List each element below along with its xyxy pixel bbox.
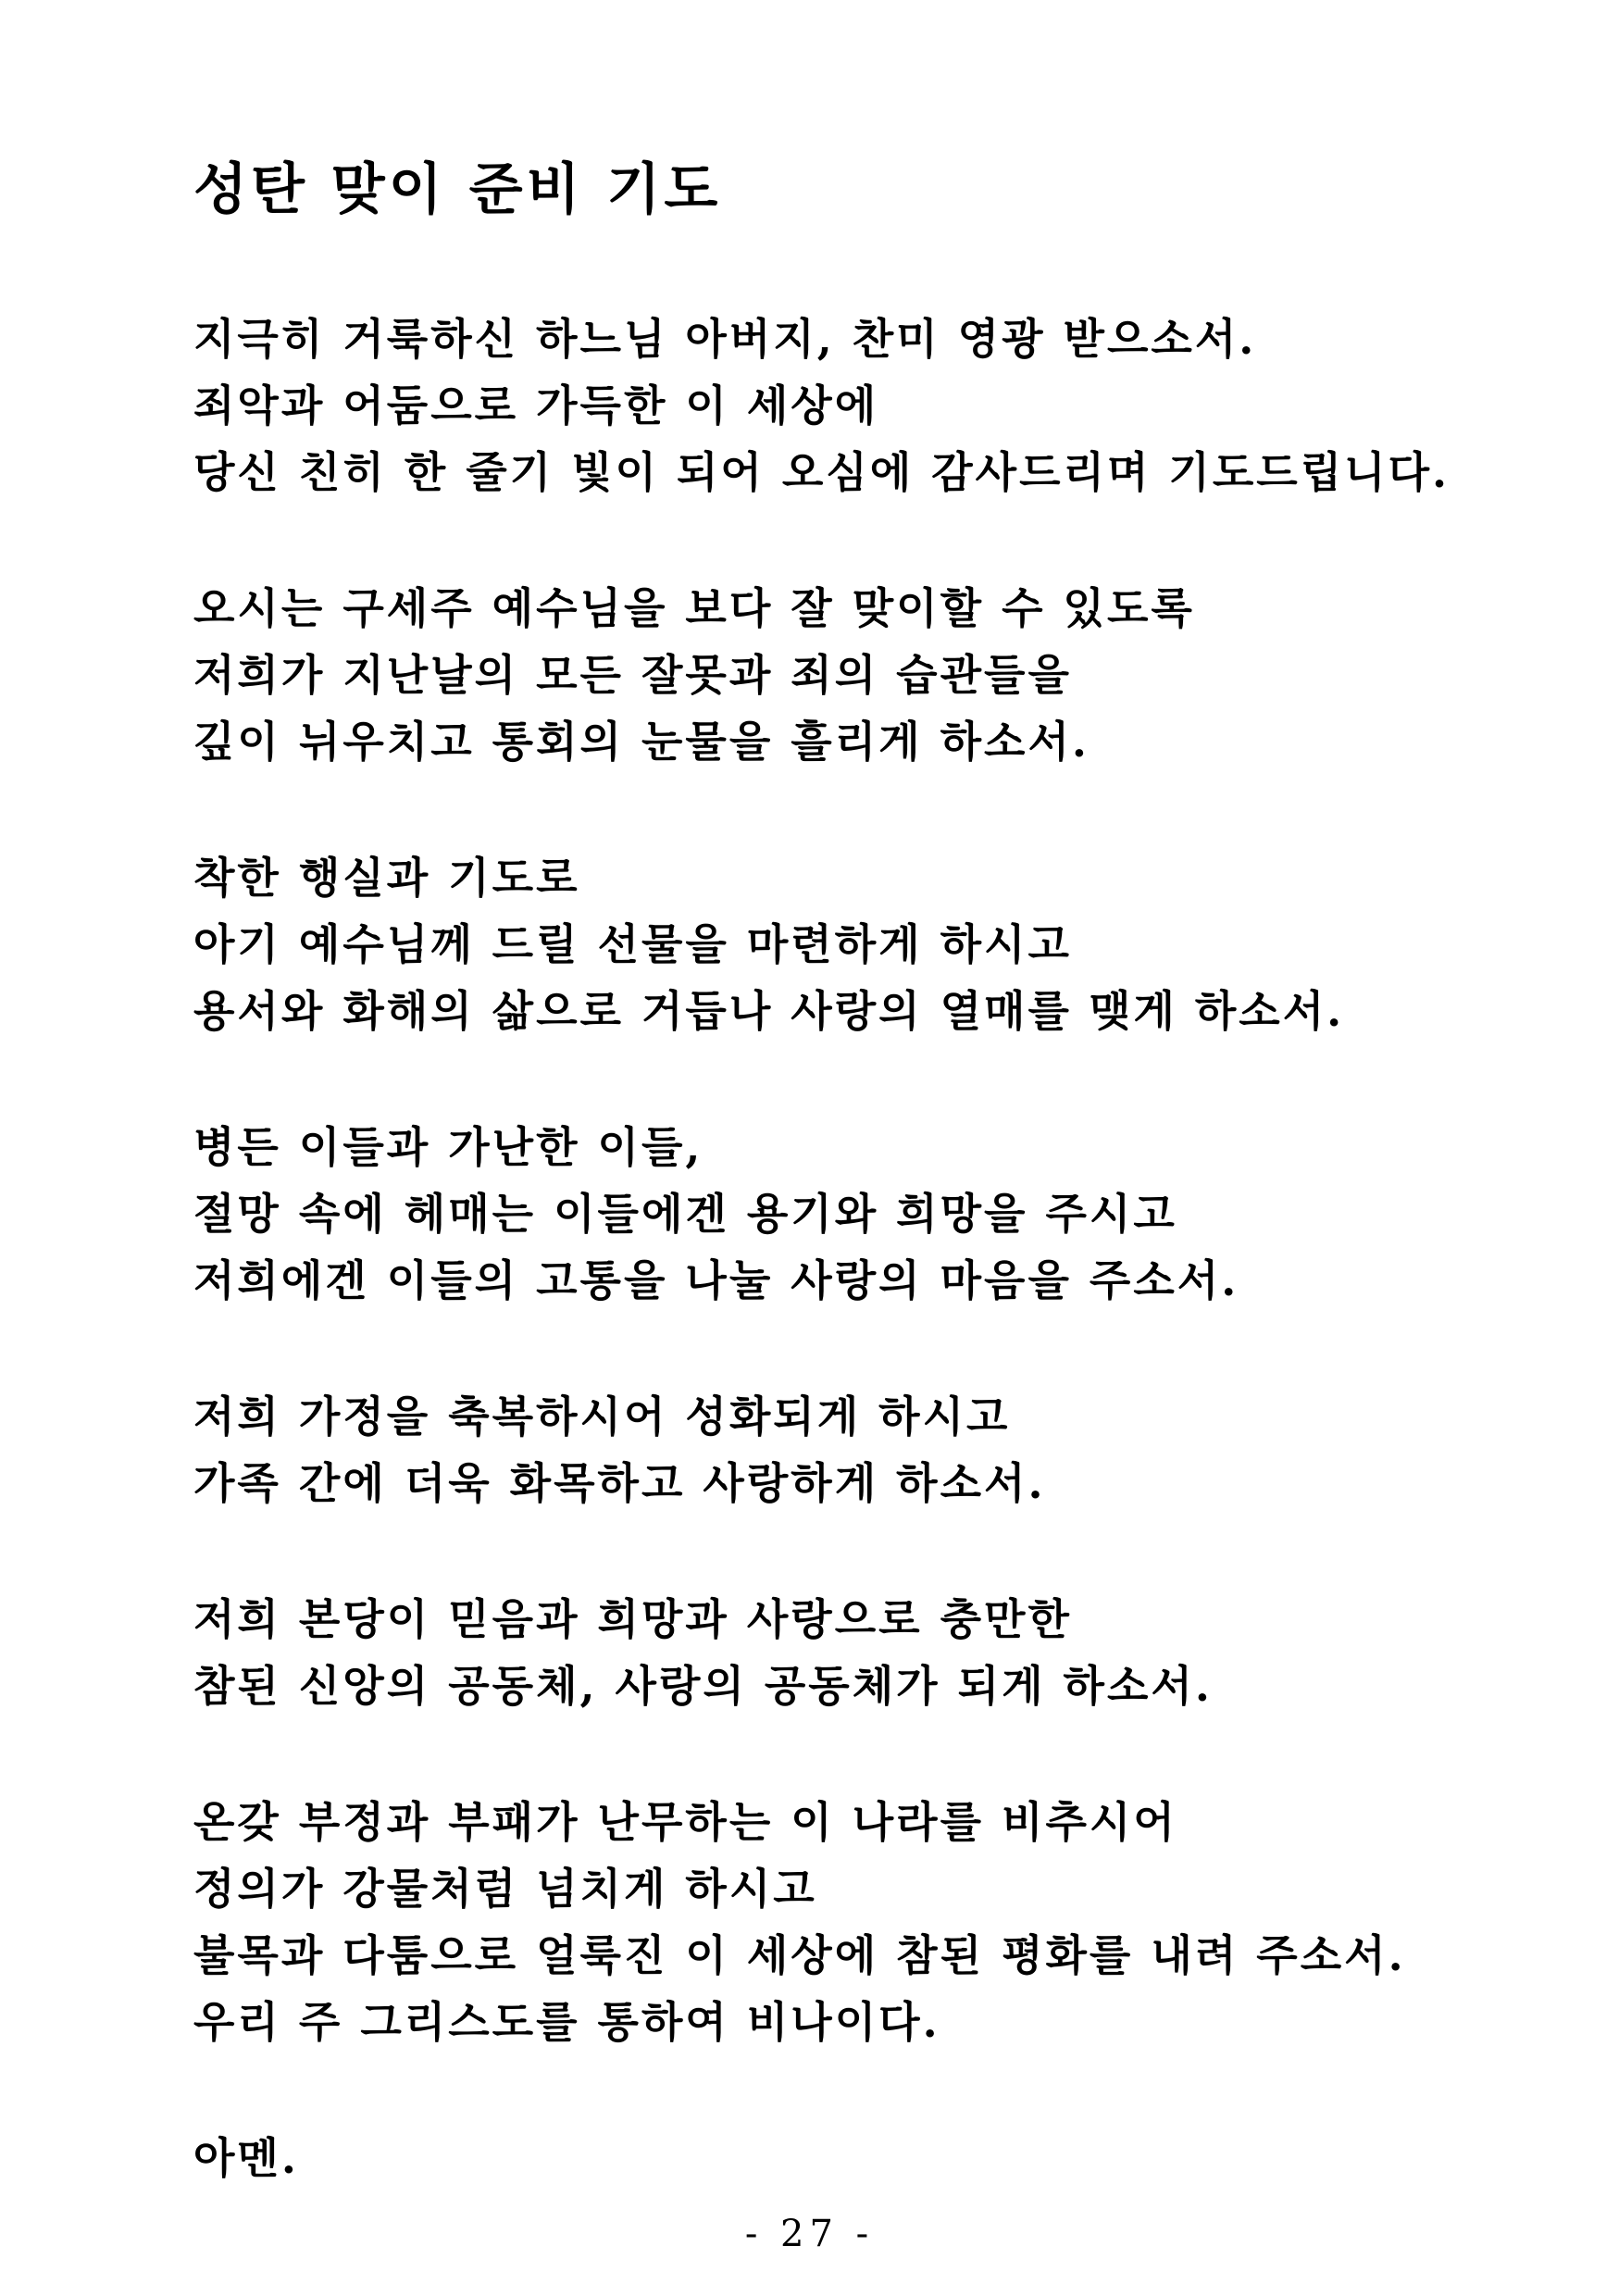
prayer-line: 참된 신앙의 공동체, 사랑의 공동체가 되게 하소서. [193, 1661, 1213, 1711]
prayer-line: 죄악과 어둠으로 가득한 이 세상에 [193, 381, 879, 430]
prayer-line: 정의가 강물처럼 넘치게 하시고 [193, 1864, 817, 1914]
prayer-line: 착한 행실과 기도로 [193, 853, 580, 903]
prayer-line: 가족 간에 더욱 화목하고 사랑하게 하소서. [193, 1458, 1046, 1508]
prayer-line: 온갖 부정과 부패가 난무하는 이 나라를 비추시어 [193, 1797, 1177, 1847]
prayer-line: 오시는 구세주 예수님을 보다 잘 맞이할 수 있도록 [193, 583, 1195, 633]
prayer-line: 병든 이들과 가난한 이들, [193, 1122, 704, 1172]
page-number: - 27 - [744, 2213, 875, 2255]
prayer-line: 아기 예수님께 드릴 선물을 마련하게 하시고 [193, 919, 1072, 969]
prayer-line: 지극히 거룩하신 하느님 아버지, 찬미 영광 받으소서. [193, 314, 1257, 364]
prayer-line: 깊이 뉘우치고 통회의 눈물을 흘리게 하소서. [193, 717, 1090, 767]
prayer-line: 불목과 다툼으로 얼룩진 이 세상에 참된 평화를 내려 주소서. [193, 1930, 1406, 1980]
prayer-line: 용서와 화해의 삶으로 거듭나 사랑의 열매를 맺게 하소서. [193, 986, 1345, 1036]
page-title: 성탄 맞이 준비 기도 [193, 157, 722, 222]
prayer-line: 당신 친히 한 줄기 빛이 되어 오심에 감사드리며 기도드립니다. [193, 447, 1451, 497]
prayer-line: 저희에겐 이들의 고통을 나눌 사랑의 마음을 주소서. [193, 1255, 1239, 1305]
prayer-line: 저희가 지난날의 모든 잘못과 죄의 습관들을 [193, 650, 1072, 700]
prayer-line: 우리 주 그리스도를 통하여 비나이다. [193, 1997, 940, 2047]
prayer-line-amen: 아멘. [193, 2133, 299, 2183]
prayer-line: 저희 가정을 축복하시어 성화되게 하시고 [193, 1391, 1011, 1441]
prayer-line: 절망 속에 헤매는 이들에겐 용기와 희망을 주시고 [193, 1189, 1177, 1239]
prayer-line: 저희 본당이 믿음과 희망과 사랑으로 충만한 [193, 1594, 1072, 1644]
